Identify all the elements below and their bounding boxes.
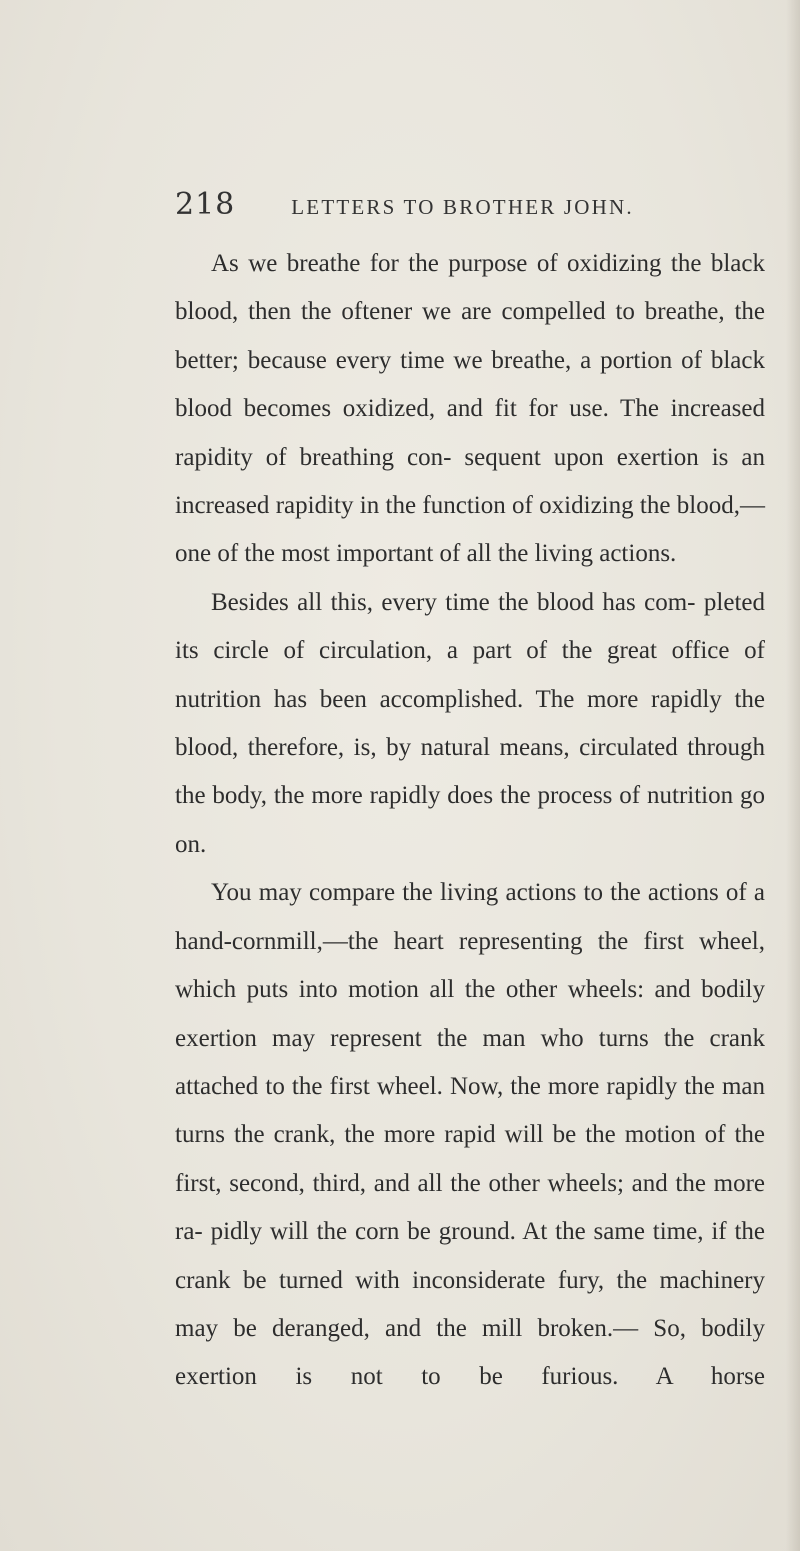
page-header: [175, 187, 765, 227]
running-head: LETTERS TO BROTHER JOHN.: [291, 195, 634, 219]
paragraph-2: Besides all this, every time the blood has com- pleted its circle of circulation, a part of the great office of nutrition has been accomplished. The more rapidly the blood, therefore, is, by natural means, circulated through the body, the more rapidly does the process of nutrition go on.: [175, 588, 765, 858]
page-edge-shadow: [786, 0, 800, 1551]
paragraph-1: As we breathe for the purpose of oxidizing the black blood, then the oftener we are compelled to breathe, the better; because every time we breathe, a portion of black blood becomes oxidized, and fit for use. The increased rapidity of breathing con- sequent upon exertion is an increased rapidity in the function of oxidizing the blood,—one of the most important of all the living actions.: [175, 250, 765, 568]
paragraph-3: You may compare the living actions to the actions of a hand-cornmill,—the heart representing the first wheel, which puts into motion all the other wheels: and bodily exertion may represent the man who turns the crank attached to the first wheel. Now, the more rapidly the man turns the crank, the more rapid will be the motion of the first, second, third, and all the other wheels; and the more ra- pidly will the corn be ground. At the same time, if the crank be turned with inconsiderate fury, the machinery may be deranged, and the mill broken.— So, bodily exertion is not to be furious. A horse: [175, 879, 765, 1391]
body-text: [175, 240, 765, 1402]
page-number: 218: [175, 187, 236, 222]
